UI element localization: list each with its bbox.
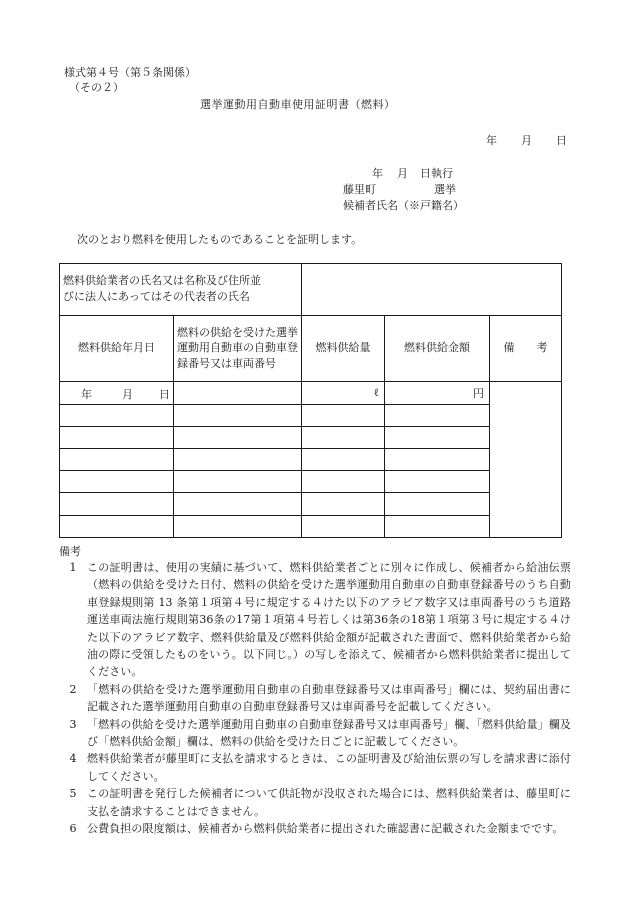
row-price-cell[interactable] bbox=[385, 426, 490, 448]
form-number: 様式第４号（第５条関係） bbox=[64, 66, 196, 79]
row-date-day: 日 bbox=[159, 388, 170, 402]
table-row bbox=[60, 515, 562, 537]
col-header-price: 燃料供給金額 bbox=[385, 315, 490, 382]
date-day: 日 bbox=[556, 134, 567, 147]
supplier-field[interactable] bbox=[302, 264, 562, 316]
note-text: 「燃料の供給を受けた選挙運動用自動車の自動車登録番号又は車両番号」欄、「燃料供給量」欄及び「燃料供給金額」欄は、燃料の供給を受けた日ごとに記載してください。 bbox=[87, 717, 571, 749]
table-row bbox=[60, 404, 562, 426]
date-month: 月 bbox=[521, 134, 532, 147]
row-date-cell[interactable] bbox=[60, 471, 174, 493]
exec-year: 年 bbox=[372, 167, 383, 180]
row-date-cell[interactable] bbox=[60, 382, 174, 404]
row-vehicle-cell[interactable] bbox=[174, 471, 302, 493]
row-date-cell[interactable] bbox=[60, 515, 174, 537]
row-amount-cell[interactable] bbox=[302, 515, 385, 537]
row-amount-cell[interactable] bbox=[302, 493, 385, 515]
election-name-line bbox=[343, 184, 456, 195]
row-price-cell[interactable] bbox=[385, 471, 490, 493]
note-item bbox=[59, 716, 571, 751]
note-text: 燃料供給業者が藤里町に支払を請求するときは、この証明書及び給油伝票の写しを請求書に添付してください。 bbox=[87, 752, 571, 783]
note-text: 「燃料の供給を受けた選挙運動用自動車の自動車登録番号又は車両番号」欄には、契約届出書に記載された選挙運動用自動車の自動車登録番号又は車両番号を記載してください。 bbox=[87, 682, 571, 714]
row-date-year: 年 bbox=[81, 388, 92, 402]
row-amount-cell[interactable] bbox=[302, 448, 385, 470]
row-price-cell[interactable] bbox=[385, 448, 490, 470]
row-amount-cell[interactable] bbox=[302, 404, 385, 426]
row-vehicle-cell[interactable] bbox=[174, 493, 302, 515]
certification-statement: 次のとおり燃料を使用したものであることを証明します。 bbox=[77, 233, 363, 246]
table-row bbox=[60, 382, 562, 404]
note-number: 3 bbox=[69, 717, 77, 731]
date-year: 年 bbox=[486, 134, 497, 147]
note-item bbox=[59, 820, 571, 837]
sub-number: （その２） bbox=[69, 81, 124, 94]
row-price-cell[interactable] bbox=[385, 382, 490, 404]
note-item bbox=[59, 681, 571, 716]
row-date-cell[interactable] bbox=[60, 493, 174, 515]
row-date-cell[interactable] bbox=[60, 426, 174, 448]
row-vehicle-cell[interactable] bbox=[174, 515, 302, 537]
note-number: 5 bbox=[69, 787, 77, 801]
supplier-label: 燃料供給業者の氏名又は名称及び住所並びに法人にあってはその代表者の氏名 bbox=[60, 264, 302, 316]
row-vehicle-cell[interactable] bbox=[174, 382, 302, 404]
note-item bbox=[59, 750, 571, 785]
row-date-month: 月 bbox=[122, 388, 133, 402]
exec-month: 月 bbox=[397, 167, 408, 180]
header-row bbox=[60, 315, 562, 382]
fuel-usage-table bbox=[59, 263, 562, 538]
row-amount-cell[interactable] bbox=[302, 471, 385, 493]
row-vehicle-cell[interactable] bbox=[174, 426, 302, 448]
row-price-cell[interactable] bbox=[385, 493, 490, 515]
col-header-remarks: 備 考 bbox=[490, 315, 562, 382]
row-vehicle-cell[interactable] bbox=[174, 404, 302, 426]
election-date-line bbox=[372, 168, 453, 179]
note-text: この証明書は、使用の実績に基づいて、燃料供給業者ごとに別々に作成し、候補者から給油伝票（燃料の供給を受けた日付、燃料の供給を受けた選挙運動用自動車の自動車登録番号のうち自動車登録規則第 13 条第１項第４号に規定する４けた以下のアラビア数字又は車両番号のうち道路運送車両法施行規則第36条の17第１項第４号若しくは第36条の18第１項第３号に規定する４けた以下のアラビア数字、燃料供給量及び燃料供給金額が記載された書面で、燃料供給業者から給油の際に受領したものをいう。以下同じ。）の写しを添えて、候補者から燃料供給業者に提出してください。 bbox=[87, 561, 571, 679]
candidate-name-label: 候補者氏名（※戸籍名） bbox=[343, 199, 464, 212]
row-date-cell[interactable] bbox=[60, 448, 174, 470]
table-row bbox=[60, 426, 562, 448]
notes-heading: 備考 bbox=[59, 545, 81, 558]
table-row bbox=[60, 471, 562, 493]
document-title: 選挙運動用自動車使用証明書（燃料） bbox=[200, 98, 396, 111]
table-row bbox=[60, 448, 562, 470]
col-header-amount: 燃料供給量 bbox=[302, 315, 385, 382]
note-item bbox=[59, 559, 571, 681]
election-label: 選挙 bbox=[434, 183, 456, 196]
row-vehicle-cell[interactable] bbox=[174, 448, 302, 470]
note-text: この証明書を発行した候補者について供託物が没収された場合には、燃料供給業者は、藤里町に支払を請求することはできません。 bbox=[87, 787, 571, 818]
row-amount-cell[interactable] bbox=[302, 382, 385, 404]
row-date-cell[interactable] bbox=[60, 404, 174, 426]
yen-unit: 円 bbox=[473, 386, 485, 400]
exec-day: 日執行 bbox=[420, 167, 453, 180]
col-header-vehicle: 燃料の供給を受けた選挙運動用自動車の自動車登録番号又は車両番号 bbox=[174, 315, 302, 382]
note-item bbox=[59, 785, 571, 820]
note-number: 2 bbox=[69, 682, 77, 696]
row-amount-cell[interactable] bbox=[302, 426, 385, 448]
supplier-row bbox=[60, 264, 562, 316]
col-header-date: 燃料供給年月日 bbox=[60, 315, 174, 382]
row-price-cell[interactable] bbox=[385, 404, 490, 426]
note-number: 1 bbox=[69, 561, 77, 574]
row-price-cell[interactable] bbox=[385, 515, 490, 537]
remarks-cell[interactable] bbox=[490, 382, 562, 538]
note-number: 4 bbox=[69, 752, 77, 766]
notes-list bbox=[59, 559, 571, 838]
town-name: 藤里町 bbox=[343, 183, 376, 196]
note-number: 6 bbox=[69, 822, 77, 836]
note-text: 公費負担の限度額は、候補者から燃料供給業者に提出された確認書に記載された金額までです。 bbox=[87, 822, 564, 836]
liter-unit: ℓ bbox=[373, 386, 380, 400]
table-row bbox=[60, 493, 562, 515]
